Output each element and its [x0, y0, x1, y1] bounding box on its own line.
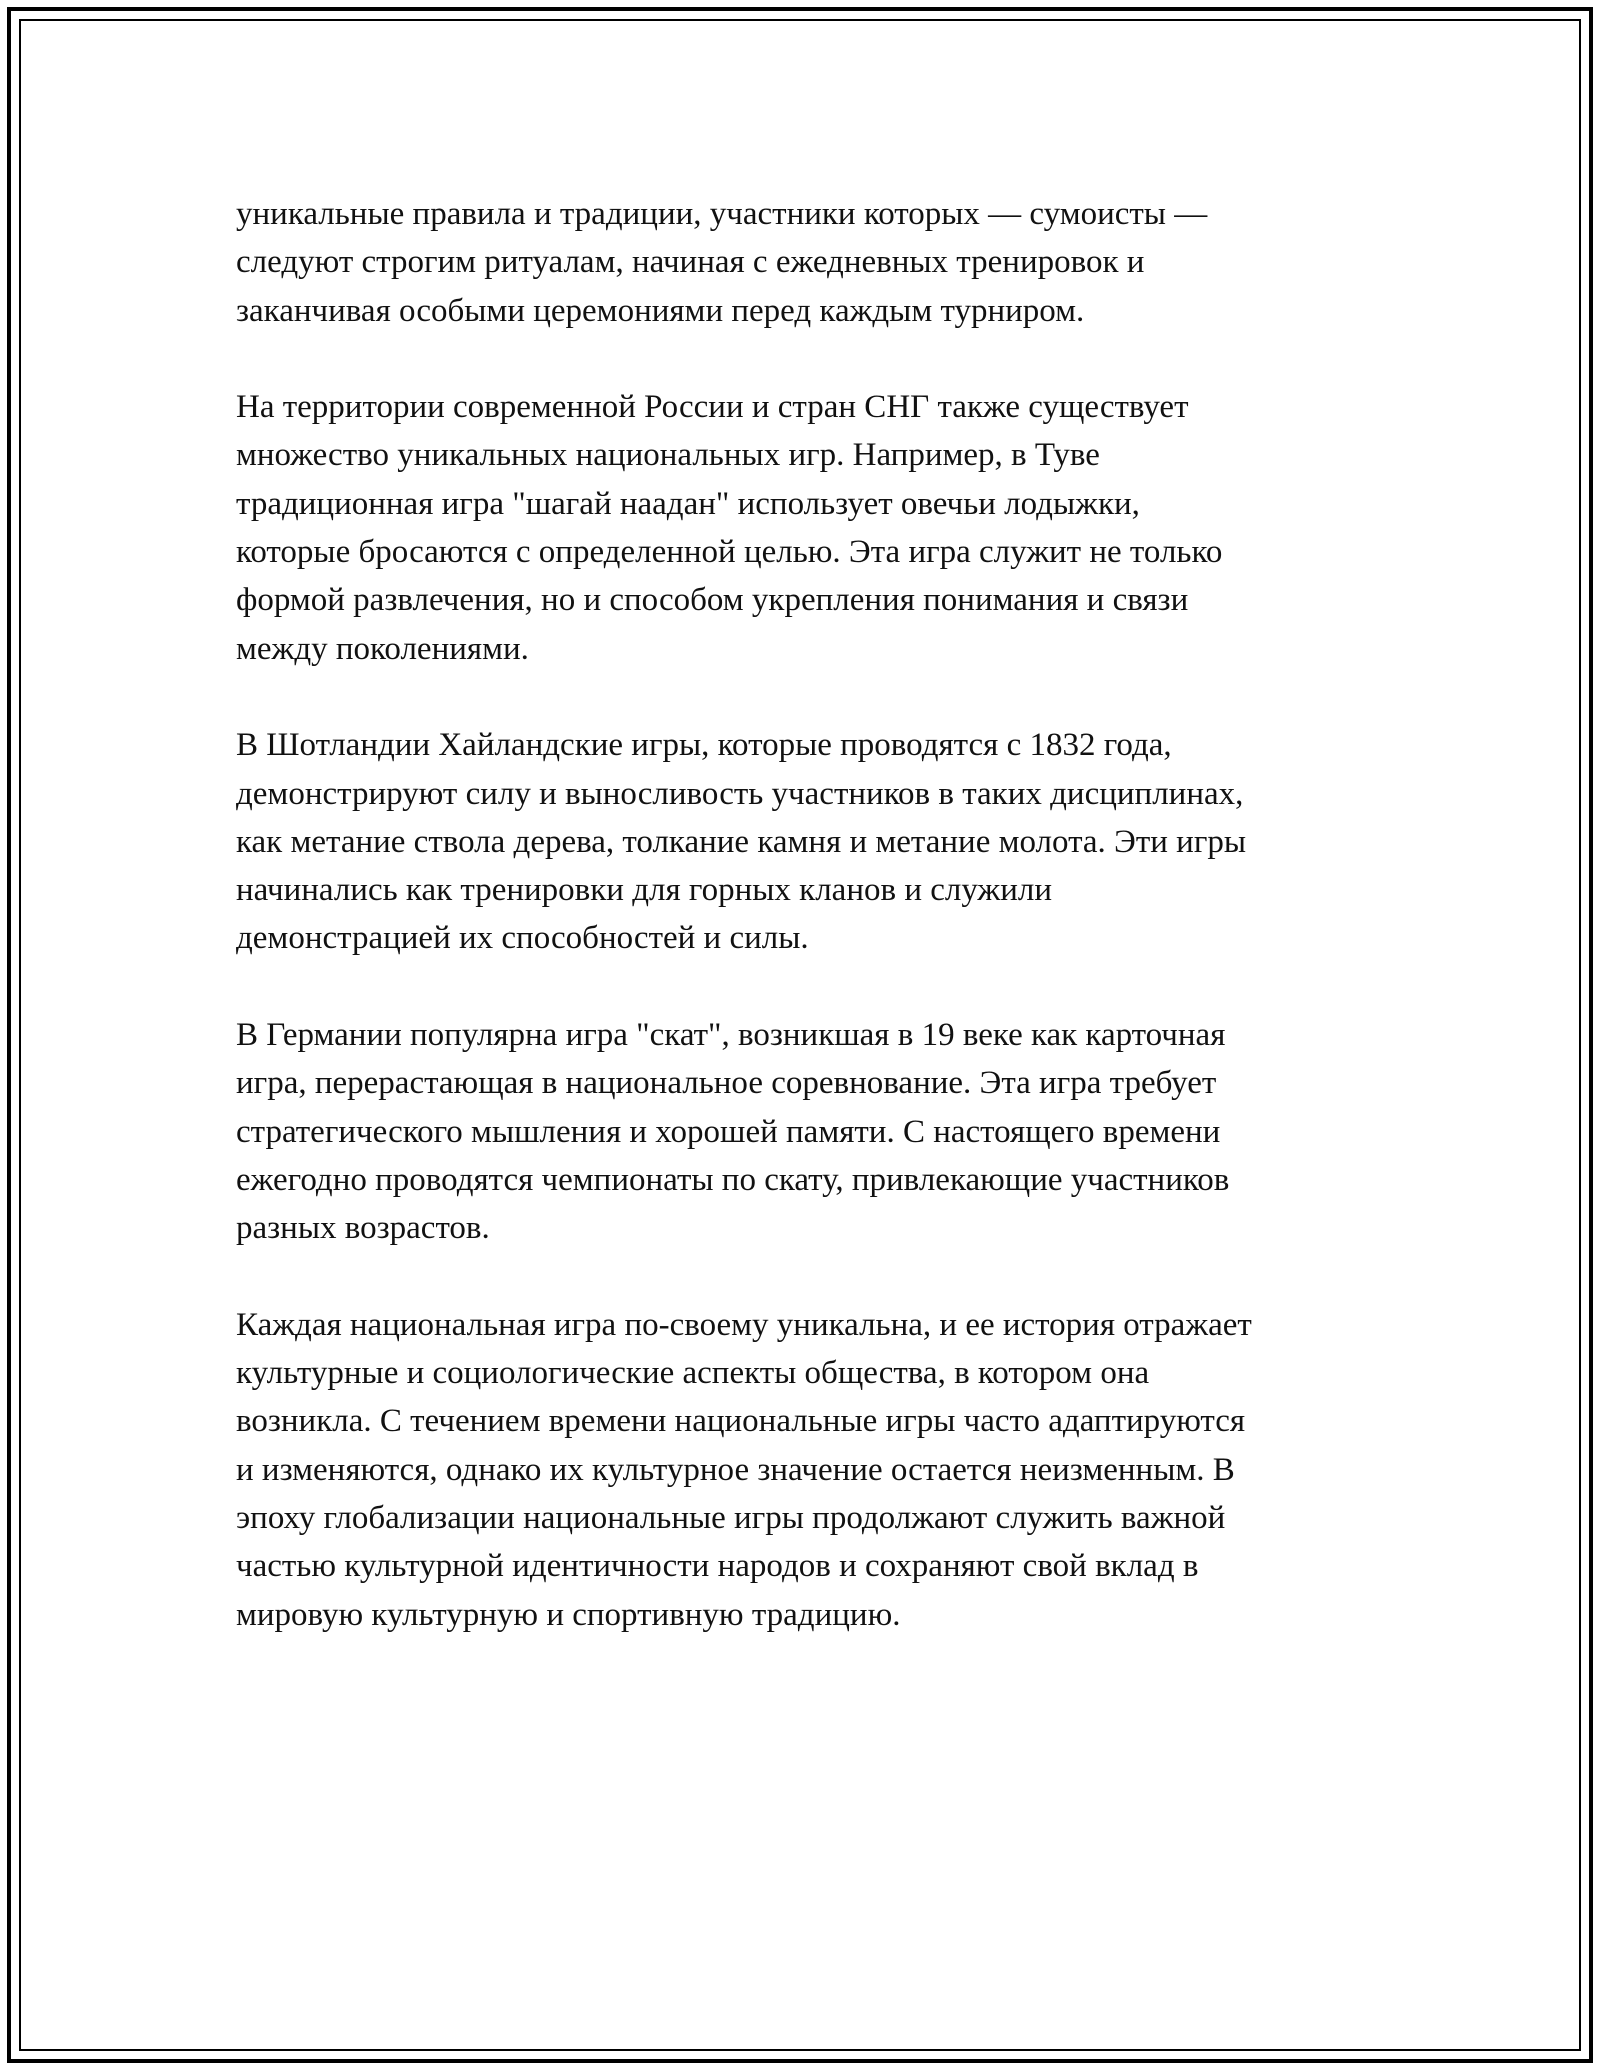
paragraph-russia-cis [236, 383, 1386, 673]
text-line: заканчивая особыми церемониями перед каждым турниром. [236, 292, 1085, 329]
text-line: возникла. С течением времени национальные игры часто адаптируются [236, 1403, 1246, 1440]
paragraph-sumo [236, 190, 1386, 335]
text-line: стратегического мышления и хорошей памяти. С настоящего времени [236, 1113, 1221, 1150]
text-line: Каждая национальная игра по-своему уникальна, и ее история отражает [236, 1306, 1252, 1343]
text-line: мировую культурную и спортивную традицию. [236, 1596, 901, 1633]
text-line: демонстрацией их способностей и силы. [236, 920, 809, 957]
text-line: множество уникальных национальных игр. Например, в Туве [236, 437, 1100, 474]
paragraph-scotland [236, 721, 1386, 962]
text-line: и изменяются, однако их культурное значение остается неизменным. В [236, 1451, 1235, 1488]
text-line: В Шотландии Хайландские игры, которые проводятся с 1832 года, [236, 727, 1172, 764]
text-line: культурные и социологические аспекты общества, в котором она [236, 1355, 1150, 1392]
paragraph-germany [236, 1011, 1386, 1252]
text-line: ежегодно проводятся чемпионаты по скату, привлекающие участников [236, 1161, 1230, 1198]
document-body [236, 190, 1386, 1687]
text-line: демонстрируют силу и выносливость участников в таких дисциплинах, [236, 775, 1244, 812]
text-line: В Германии популярна игра "скат", возникшая в 19 веке как карточная [236, 1017, 1226, 1054]
text-line: традиционная игра "шагай наадан" использует овечьи лодыжки, [236, 485, 1140, 522]
text-line: частью культурной идентичности народов и сохраняют свой вклад в [236, 1548, 1199, 1585]
paragraph-conclusion [236, 1301, 1386, 1639]
text-line: игра, перерастающая в национальное соревнование. Эта игра требует [236, 1065, 1217, 1102]
text-line: начинались как тренировки для горных кланов и служили [236, 872, 1052, 909]
text-line: следуют строгим ритуалам, начиная с ежедневных тренировок и [236, 244, 1145, 281]
text-line: которые бросаются с определенной целью. Эта игра служит не только [236, 534, 1223, 571]
text-line: разных возрастов. [236, 1210, 490, 1247]
text-line: На территории современной России и стран СНГ также существует [236, 389, 1189, 426]
text-line: уникальные правила и традиции, участники которых — сумоисты — [236, 196, 1208, 232]
text-line: между поколениями. [236, 630, 529, 667]
text-line: как метание ствола дерева, толкание камня и метание молота. Эти игры [236, 823, 1247, 860]
text-line: формой развлечения, но и способом укрепления понимания и связи [236, 582, 1189, 619]
text-line: эпоху глобализации национальные игры продолжают служить важной [236, 1500, 1226, 1537]
